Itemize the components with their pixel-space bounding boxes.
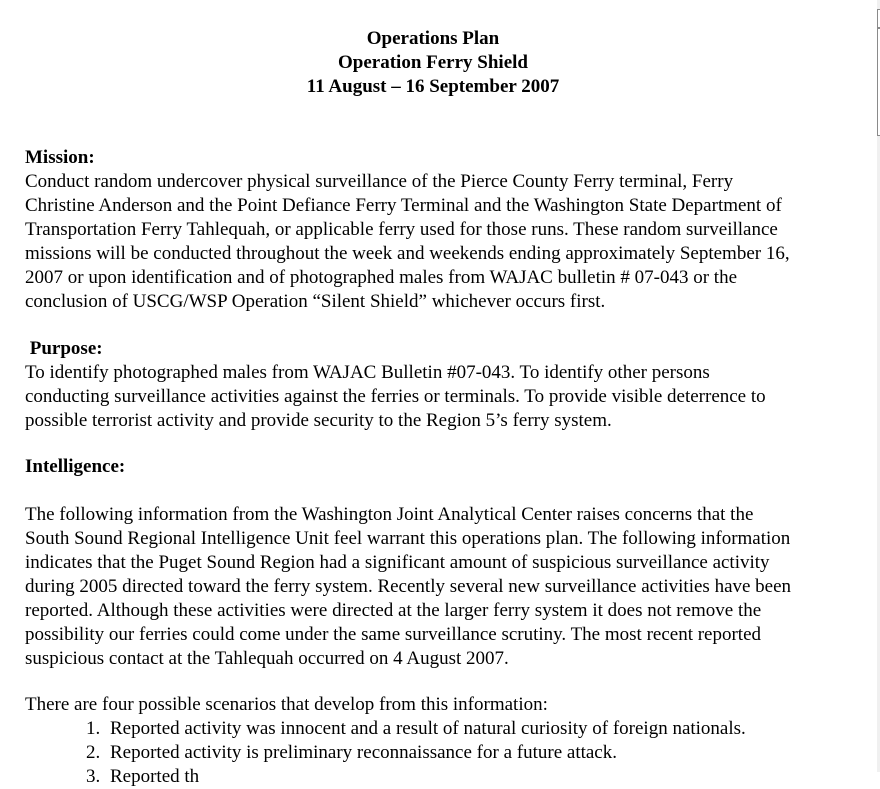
mission-section: [25, 146, 855, 314]
operation-dates: 11 August – 16 September 2007: [306, 76, 560, 97]
list-item: [86, 717, 866, 741]
intelligence-line: during 2005 directed toward the ferry system. Recently several new surveillance activities have been: [25, 576, 792, 597]
list-item-text: Reported activity is preliminary reconnaissance for a future attack.: [110, 742, 617, 763]
mission-heading: Mission:: [25, 147, 95, 168]
purpose-heading: Purpose:: [25, 338, 103, 359]
intelligence-line: indicates that the Puget Sound Region had a significant amount of suspicious surveillance activity: [25, 552, 770, 573]
list-item-text: Reported activity was innocent and a result of natural curiosity of foreign nationals.: [110, 718, 746, 739]
intelligence-line: reported. Although these activities were directed at the larger ferry system it does not remove the: [25, 600, 762, 621]
list-item-number: 3.: [86, 766, 101, 787]
intelligence-line: possibility our ferries could come under the same surveillance scrutiny. The most recent reported: [25, 624, 762, 645]
list-item: [86, 765, 866, 789]
purpose-paragraph: [25, 361, 855, 433]
list-item-number: 1.: [86, 718, 101, 739]
intelligence-paragraph: [25, 503, 855, 671]
purpose-line: possible terrorist activity and provide security to the Region 5’s ferry system.: [25, 410, 612, 431]
mission-paragraph: [25, 170, 855, 314]
purpose-section: [25, 337, 855, 433]
intelligence-line: suspicious contact at the Tahlequah occurred on 4 August 2007.: [25, 648, 509, 669]
mission-line: conclusion of USCG/WSP Operation “Silent Shield” whichever occurs first.: [25, 291, 606, 312]
list-item: [86, 741, 866, 765]
mission-line: 2007 or upon identification and of photographed males from WAJAC bulletin # 07-043 or the: [25, 267, 738, 288]
purpose-line: conducting surveillance activities against the ferries or terminals. To provide visible deterrence to: [25, 386, 766, 407]
mission-line: Christine Anderson and the Point Defiance Ferry Terminal and the Washington State Department of: [25, 195, 782, 216]
operation-name: Operation Ferry Shield: [338, 52, 528, 73]
document-title-block: [0, 27, 866, 99]
intelligence-heading: Intelligence:: [25, 456, 126, 477]
list-item-text: Reported th: [110, 766, 200, 787]
intelligence-section: [25, 455, 855, 479]
document-title: Operations Plan: [366, 28, 500, 49]
scenarios-list: [86, 717, 866, 789]
intelligence-line: The following information from the Washington Joint Analytical Center raises concerns that the: [25, 504, 754, 525]
list-item-number: 2.: [86, 742, 101, 763]
scenarios-intro: [25, 693, 855, 717]
intelligence-line: South Sound Regional Intelligence Unit feel warrant this operations plan. The following information: [25, 528, 791, 549]
scenarios-intro-text: There are four possible scenarios that develop from this information:: [25, 694, 548, 715]
purpose-line: To identify photographed males from WAJAC Bulletin #07-043. To identify other persons: [25, 362, 710, 383]
mission-line: Conduct random undercover physical surveillance of the Pierce County Ferry terminal, Ferry: [25, 171, 734, 192]
mission-line: missions will be conducted throughout the week and weekends ending approximately September 16,: [25, 243, 790, 264]
mission-line: Transportation Ferry Tahlequah, or applicable ferry used for those runs. These random surveillance: [25, 219, 778, 240]
